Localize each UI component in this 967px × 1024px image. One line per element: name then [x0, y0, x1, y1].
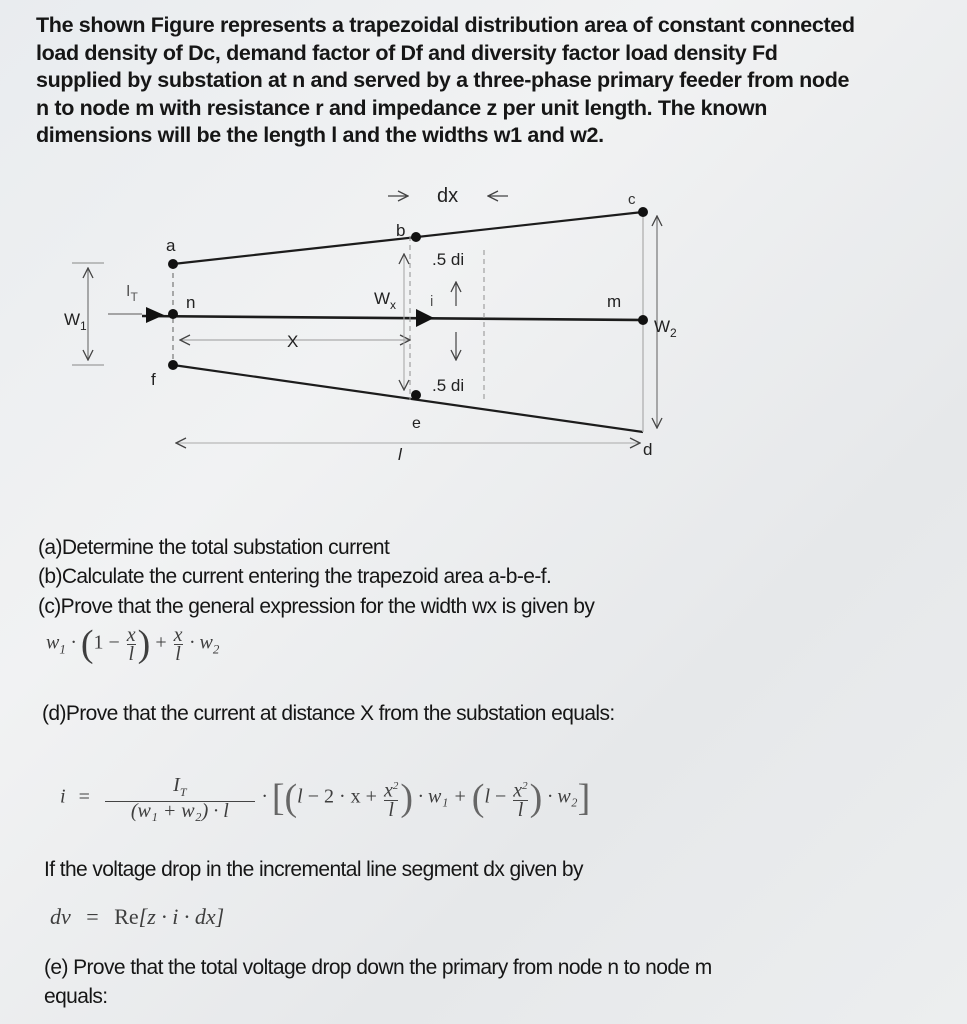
formula-symbol: · — [189, 631, 195, 654]
voltage-drop-statement: If the voltage drop in the incremental line segment dx given by — [44, 858, 583, 881]
formula-symbol: · w₁ + — [417, 785, 467, 808]
formula-symbol: [( — [271, 777, 298, 819]
formula-wx — [46, 622, 219, 666]
formula-symbol: ) — [529, 777, 543, 819]
formula-symbol: 2 — [392, 780, 399, 793]
formula-symbol: [z · i · dx] — [138, 904, 225, 929]
formula-symbol: l — [384, 800, 398, 819]
label-half-di-top: .5 di — [432, 250, 465, 269]
formula-symbol: · w₂ — [547, 785, 578, 808]
statement-line: supplied by substation at n and served by a three-phase primary feeder from node — [36, 68, 850, 92]
formula-symbol: 2 — [522, 780, 528, 793]
formula-symbol: · — [70, 631, 76, 654]
question-e: (e) Prove that the total voltage drop down the primary from node n to node m — [44, 956, 712, 979]
node-f — [168, 360, 178, 370]
edge-a-c — [173, 212, 643, 264]
formula-symbol — [384, 777, 398, 800]
formula-symbol: 2 — [212, 641, 220, 657]
question-a: (a)Determine the total substation current — [38, 536, 390, 559]
node-b — [411, 232, 421, 242]
formula-symbol: l — [513, 800, 527, 819]
statement-line: The shown Figure represents a trapezoidal distribution area of constant connected — [36, 13, 855, 37]
formula-symbol: (w₁ + w₂) · l — [105, 801, 255, 820]
formula-symbol: 1 — [59, 641, 66, 657]
statement-line: n to node m with resistance r and impedance z per unit length. The known — [36, 95, 767, 120]
formula-symbol: I — [173, 774, 180, 796]
question-e-continued: equals: — [44, 985, 108, 1008]
label-x: X — [287, 332, 299, 351]
formula-symbol: dv — [50, 904, 71, 929]
formula-dv — [50, 904, 224, 930]
arrow-head-i — [416, 309, 434, 327]
question-c: (c)Prove that the general expression for the width wx is given by — [38, 595, 595, 618]
node-n — [168, 309, 178, 319]
formula-symbol: + — [155, 631, 167, 654]
fraction-x2-over-l — [384, 777, 398, 819]
fraction-it — [105, 776, 255, 820]
formula-symbol: Re — [114, 904, 139, 929]
formula-symbol: = — [86, 904, 99, 929]
label-half-di-bot: .5 di — [432, 376, 465, 395]
formula-symbol: − — [108, 631, 120, 654]
formula-symbol: − — [495, 785, 507, 808]
formula-symbol: i — [60, 785, 66, 808]
formula-symbol — [513, 777, 527, 800]
label-e: e — [412, 415, 421, 432]
formula-current — [60, 776, 590, 820]
formula-symbol: l — [484, 785, 490, 808]
formula-symbol: x — [173, 623, 183, 646]
node-e — [411, 390, 421, 400]
label-n: n — [186, 293, 196, 312]
formula-symbol: = — [78, 785, 90, 808]
question-d: (d)Prove that the current at distance X from the substation equals: — [42, 702, 615, 725]
arrow-head-it — [146, 307, 164, 323]
label-it: $I_T$ — [126, 283, 138, 304]
formula-symbol: ) — [400, 777, 413, 819]
label-c: c — [628, 191, 636, 208]
node-c — [638, 207, 648, 217]
formula-symbol: ( — [80, 623, 94, 665]
label-i: i — [430, 293, 434, 310]
formula-symbol: · — [261, 785, 267, 808]
label-wx: $W_x$ — [374, 289, 397, 312]
formula-symbol: ) — [137, 623, 151, 665]
label-l: l — [398, 445, 402, 464]
node-m — [638, 315, 648, 325]
formula-symbol: l — [175, 642, 181, 665]
formula-symbol: ] — [577, 777, 591, 819]
node-a — [168, 259, 178, 269]
fraction-x2-over-l — [513, 777, 527, 819]
formula-symbol: x — [513, 779, 523, 802]
label-b: b — [396, 221, 406, 240]
label-a: a — [166, 236, 176, 255]
statement-line: load density of Dc, demand factor of Df and diversity factor load density Fd — [36, 40, 778, 65]
formula-symbol: w — [46, 631, 60, 654]
formula-symbol — [105, 776, 255, 801]
feeder-line — [142, 316, 643, 320]
formula-symbol: l — [297, 785, 303, 808]
label-w2: $W_2$ — [654, 317, 677, 340]
formula-symbol: T — [179, 785, 187, 799]
formula-symbol: 1 — [93, 631, 104, 654]
formula-symbol: l — [128, 642, 134, 665]
formula-symbol: − 2 · x + — [307, 785, 377, 808]
statement-line: dimensions will be the length l and the widths w1 and w2. — [36, 123, 604, 147]
label-d: d — [643, 440, 653, 459]
edge-f-d — [173, 365, 643, 432]
formula-symbol: w — [199, 631, 213, 654]
fraction-x-over-l — [173, 623, 183, 665]
formula-symbol: ( — [471, 777, 485, 819]
label-w1: $W_1$ — [64, 310, 87, 333]
fraction-x-over-l — [126, 623, 136, 665]
question-b: (b)Calculate the current entering the trapezoid area a-b-e-f. — [38, 565, 552, 588]
label-m: m — [607, 292, 622, 311]
formula-symbol: x — [383, 779, 393, 802]
formula-symbol: x — [126, 623, 136, 646]
label-f: f — [151, 370, 156, 389]
label-dx: dx — [437, 185, 459, 207]
